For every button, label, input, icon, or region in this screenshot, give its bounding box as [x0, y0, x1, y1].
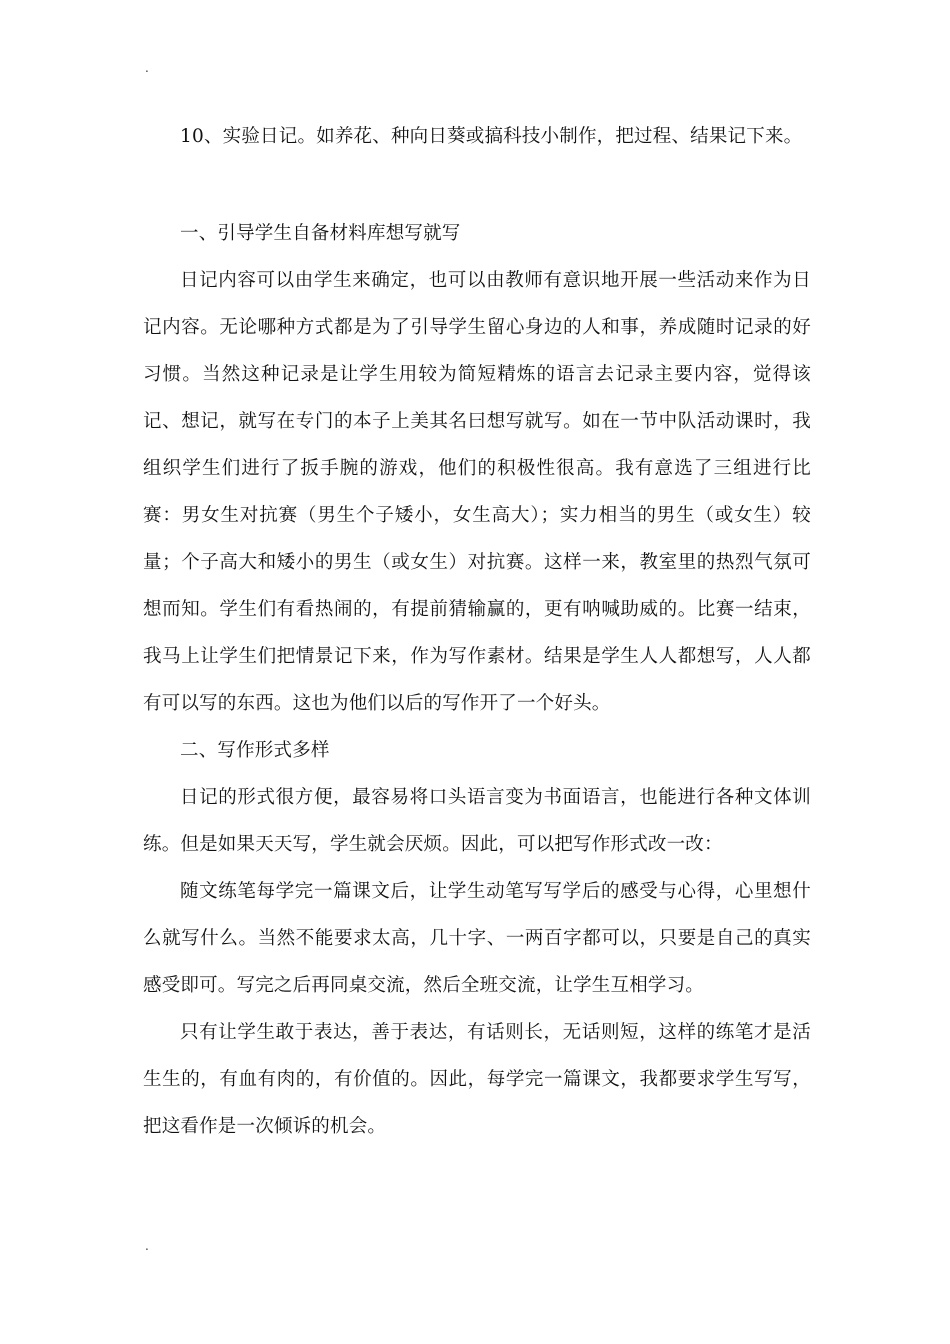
paragraph-practice-writing: 随文练笔每学完一篇课文后，让学生动笔写写学后的感受与心得，心里想什么就写什么。当然不能要求太高，几十字、一两百字都可以，只要是自己的真实感受即可。写完之后再同桌交流，然后全班交流，让学生互相学习。: [143, 881, 811, 996]
section-heading-2: 二、写作形式多样: [180, 740, 330, 761]
paragraph-diary-form: 日记的形式很方便，最容易将口头语言变为书面语言，也能进行各种文体训练。但是如果天天写，学生就会厌烦。因此，可以把写作形式改一改：: [143, 787, 811, 855]
paragraph-expression: 只有让学生敢于表达，善于表达，有话则长，无话则短，这样的练笔才是活生生的，有血有肉的，有价值的。因此，每学完一篇课文，我都要求学生写写，把这看作是一次倾诉的机会。: [143, 1022, 811, 1137]
top-page-mark: .: [145, 61, 149, 75]
paragraph-diary-content: 日记内容可以由学生来确定，也可以由教师有意识地开展一些活动来作为日记内容。无论哪种方式都是为了引导学生留心身边的人和事，养成随时记录的好习惯。当然这种记录是让学生用较为简短精炼的语言去记录主要内容，觉得该记、想记，就写在专门的本子上美其名曰想写就写。如在一节中队活动课时，我组织学生们进行了扳手腕的游戏，他们的积极性很高。我有意选了三组进行比赛：男女生对抗赛（男生个子矮小，女生高大）；实力相当的男生（或女生）较量；个子高大和矮小的男生（或女生）对抗赛。这样一来，教室里的热烈气氛可想而知。学生们有看热闹的，有提前猜输赢的，更有呐喊助威的。比赛一结束，我马上让学生们把情景记下来，作为写作素材。结果是学生人人都想写，人人都有可以写的东西。这也为他们以后的写作开了一个好头。: [143, 270, 811, 714]
bottom-page-mark: .: [145, 1239, 149, 1253]
section-heading-1: 一、引导学生自备材料库想写就写: [180, 223, 461, 244]
document-body: [143, 113, 811, 1150]
paragraph-experiment-diary: 10、实验日记。如养花、种向日葵或搞科技小制作，把过程、结果记下来。: [180, 126, 803, 147]
